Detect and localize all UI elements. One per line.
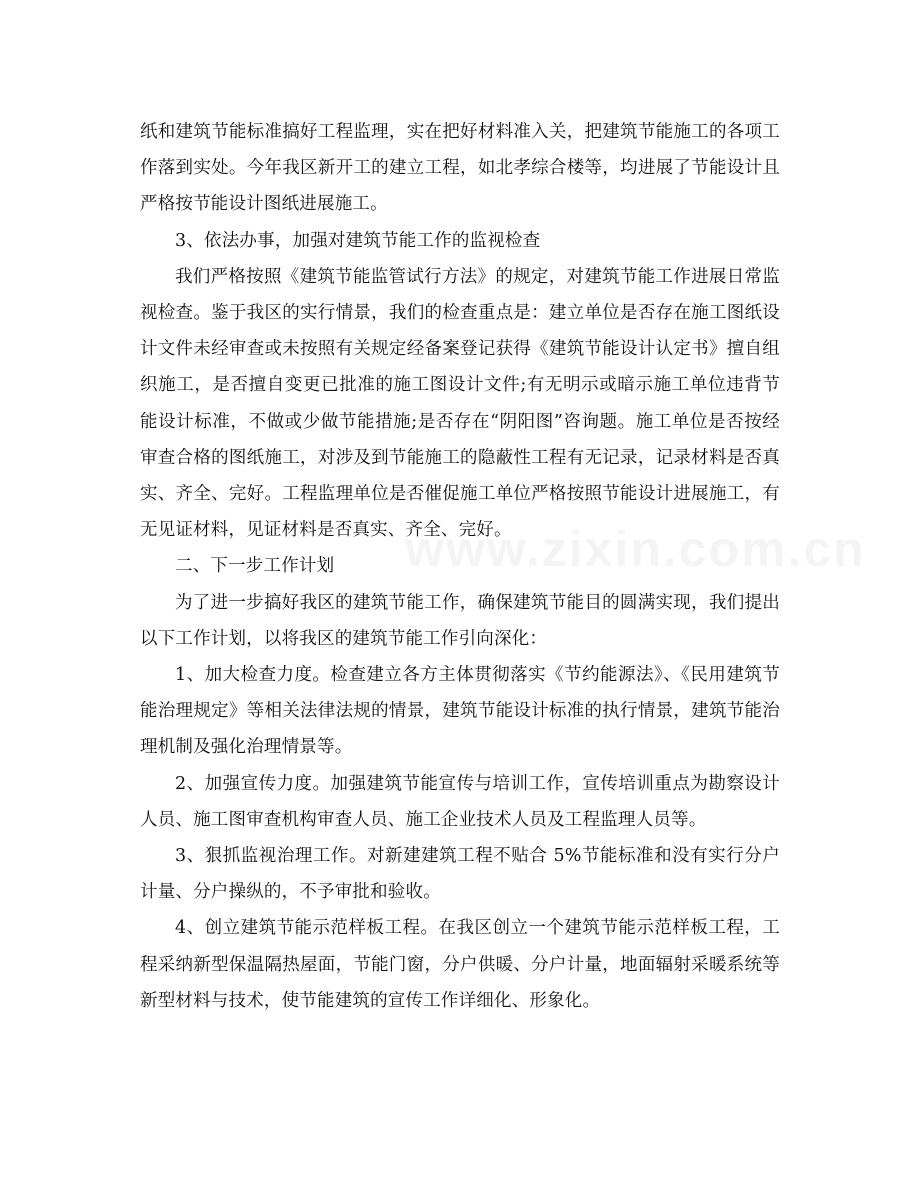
section-heading-supervision: 3、依法办事，加强对建筑节能工作的监视检查 (175, 230, 541, 251)
document-body (140, 114, 780, 1019)
plan-item-2: 2、加强宣传力度。加强建筑节能宣传与培训工作，宣传培训重点为勘察设计人员、施工图审查机构审查人员、施工企业技术人员及工程监理人员等。 (140, 773, 780, 830)
paragraph-continuation: 纸和建筑节能标准搞好工程监理，实在把好材料准入关，把建筑节能施工的各项工作落到实处。今年我区新开工的建立工程，如北孝综合楼等，均进展了节能设计且严格按节能设计图纸进展施工。 (140, 122, 780, 215)
plan-item-1: 1、加大检查力度。检查建立各方主体贯彻落实《节约能源法》、《民用建筑节能治理规定》等相关法律法规的情景，建筑节能设计标准的执行情景，建筑节能治理机制及强化治理情景等。 (140, 665, 780, 758)
plan-item-4: 4、创立建筑节能示范样板工程。在我区创立一个建筑节能示范样板工程，工程采纳新型保温隔热屋面，节能门窗，分户供暖、分户计量，地面辐射采暖系统等新型材料与技术，使节能建筑的宣传工作详细化、形象化。 (140, 918, 780, 1011)
plan-item-3: 3、狠抓监视治理工作。对新建建筑工程不贴合 5%节能标准和没有实行分户计量、分户操纵的，不予审批和验收。 (140, 846, 780, 903)
section-heading-next-steps: 二、下一步工作计划 (175, 556, 335, 577)
watermark: www.zixin.com.cn (405, 521, 866, 577)
paragraph-plan-intro: 为了进一步搞好我区的建筑节能工作，确保建筑节能目的圆满实现，我们提出以下工作计划，以将我区的建筑节能工作引向深化： (140, 592, 780, 649)
paragraph-inspection-details: 我们严格按照《建筑节能监管试行方法》的规定，对建筑节能工作进展日常监视检查。鉴于我区的实行情景，我们的检查重点是：建立单位是否存在施工图纸设计文件未经审查或未按照有关规定经备案登记获得《建筑节能设计认定书》擅自组织施工，是否擅自变更已批准的施工图设计文件;有无明示或暗示施工单位违背节能设计标准，不做或少做节能措施;是否存在“阴阳图”咨询题。施工单位是否按经审查合格的图纸施工，对涉及到节能施工的隐蔽性工程有无记录，记录材料是否真实、齐全、完好。工程监理单位是否催促施工单位严格按照节能设计进展施工，有无见证材料，见证材料是否真实、齐全、完好。 (140, 266, 780, 541)
